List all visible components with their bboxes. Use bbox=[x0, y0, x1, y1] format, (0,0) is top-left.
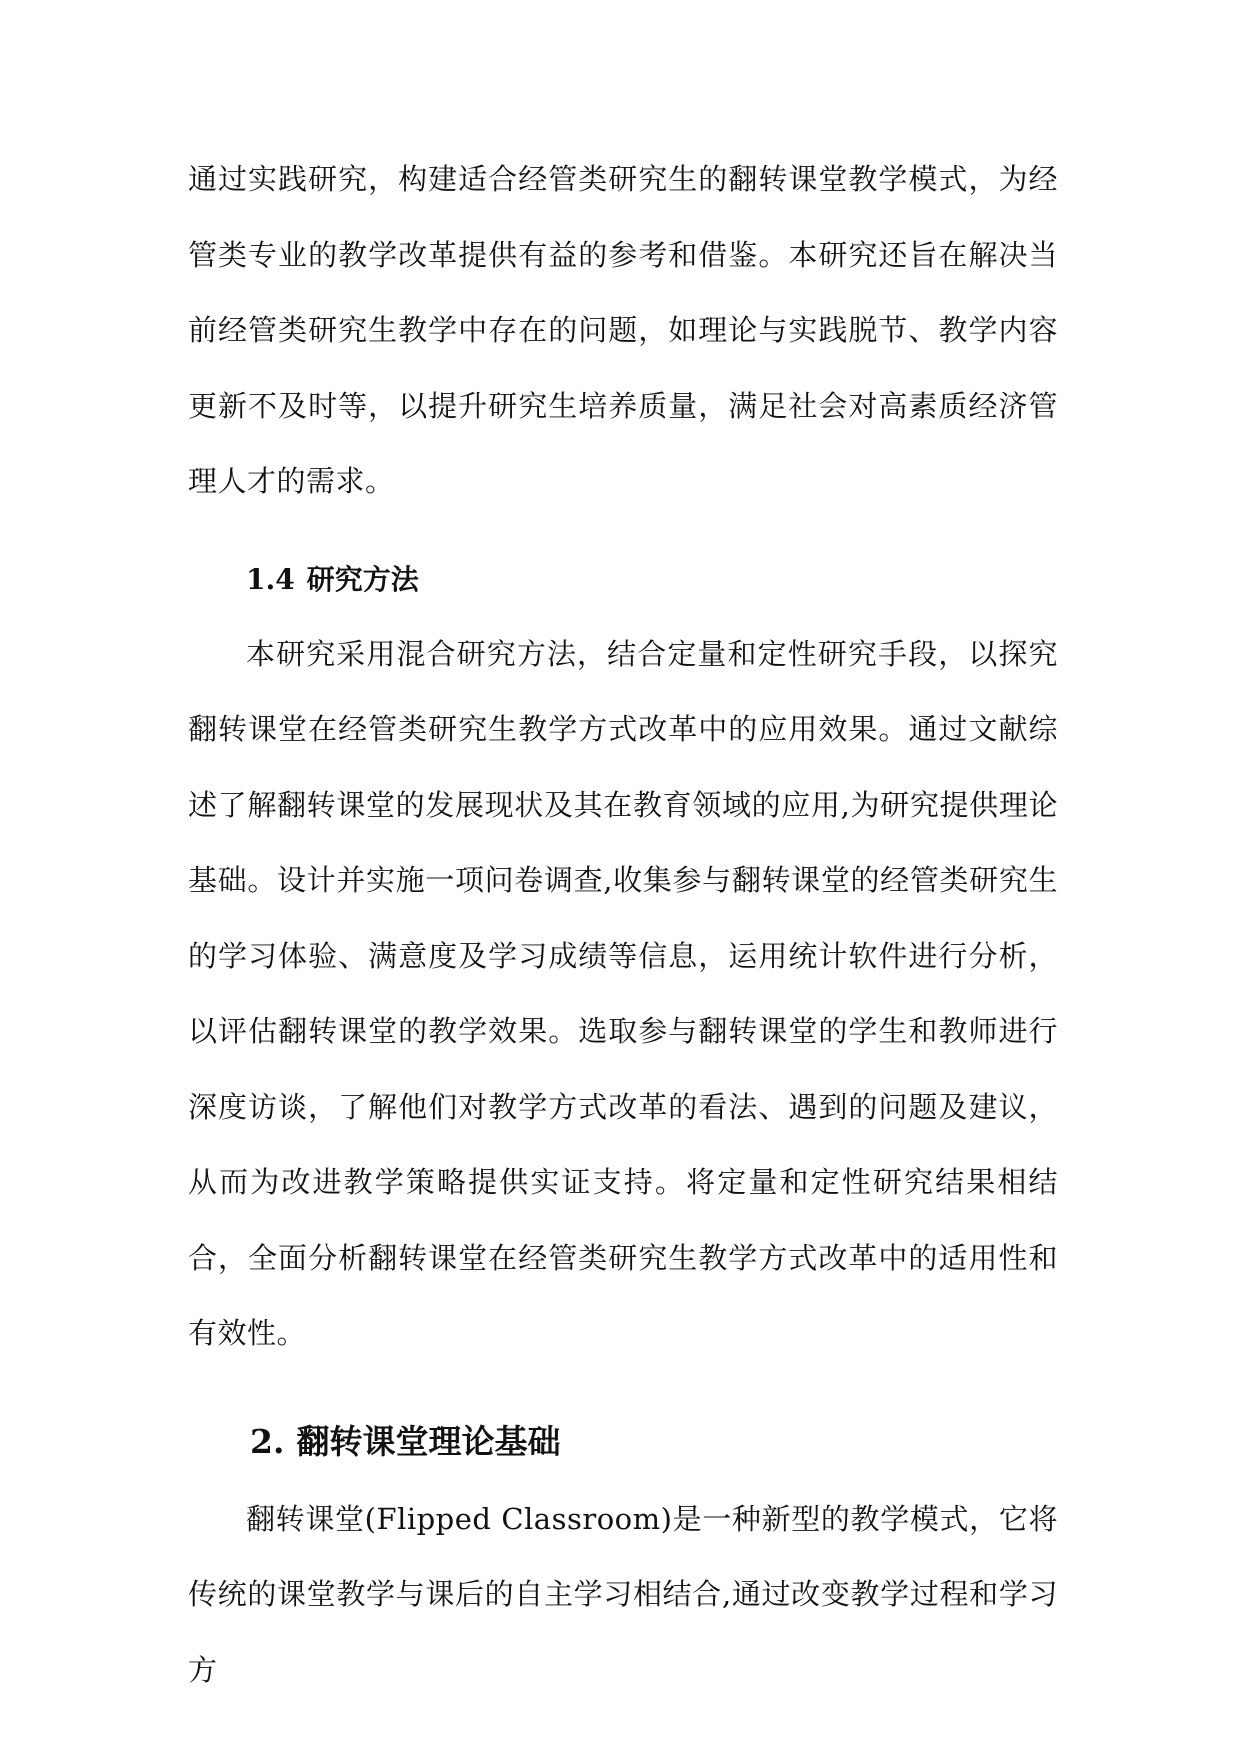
section-heading-2 bbox=[188, 1402, 1058, 1482]
section-title: 翻转课堂理论基础 bbox=[296, 1421, 561, 1461]
document-body bbox=[188, 142, 1058, 1708]
section-heading-1-4 bbox=[188, 542, 1058, 617]
paragraph-objectives-continued: 通过实践研究，构建适合经管类研究生的翻转课堂教学模式，为经管类专业的教学改革提供有益的参考和借鉴。本研究还旨在解决当前经管类研究生教学中存在的问题，如理论与实践脱节、教学内容更新不及时等，以提升研究生培养质量，满足社会对高素质经济管理人才的需求。 bbox=[188, 162, 1058, 498]
section-title: 研究方法 bbox=[306, 562, 419, 596]
paragraph-research-methods: 本研究采用混合研究方法，结合定量和定性研究手段，以探究翻转课堂在经管类研究生教学方式改革中的应用效果。通过文献综述了解翻转课堂的发展现状及其在教育领域的应用,为研究提供理论基础。设计并实施一项问卷调查,收集参与翻转课堂的经管类研究生的学习体验、满意度及学习成绩等信息，运用统计软件进行分析，以评估翻转课堂的教学效果。选取参与翻转课堂的学生和教师进行深度访谈，了解他们对教学方式改革的看法、遇到的问题及建议，从而为改进教学策略提供实证支持。将定量和定性研究结果相结合，全面分析翻转课堂在经管类研究生教学方式改革中的适用性和有效性。 bbox=[188, 636, 1058, 1350]
section-number: 1.4 bbox=[246, 562, 295, 596]
section-number: 2. bbox=[250, 1421, 285, 1461]
paragraph-flipped-classroom-intro: 翻转课堂(Flipped Classroom)是一种新型的教学模式，它将传统的课堂教学与课后的自主学习相结合,通过改变教学过程和学习方 bbox=[188, 1501, 1058, 1687]
